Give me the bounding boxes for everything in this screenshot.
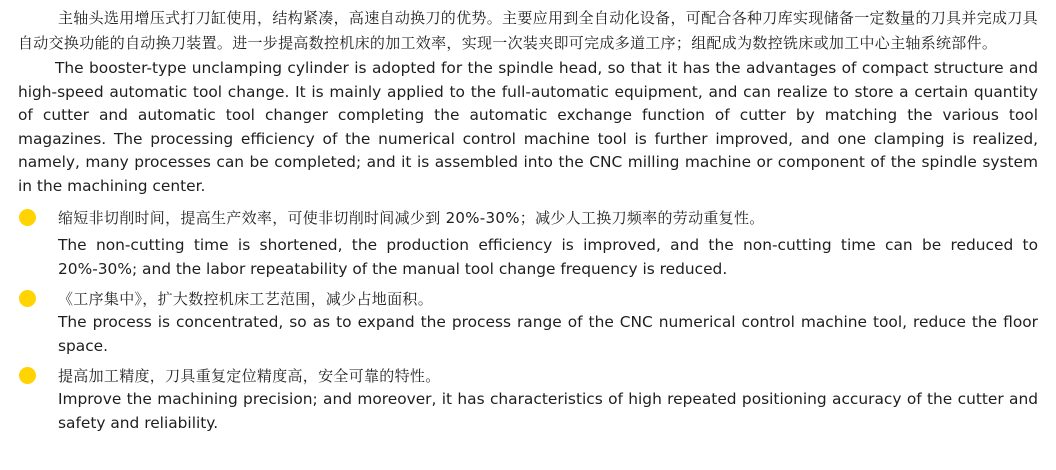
feature-english-text: The process is concentrated, so as to expand the process range of the CNC numerical control machine tool, reduce the floor space. [58, 313, 1038, 355]
yellow-bullet-icon [19, 367, 36, 384]
feature-item-precision [18, 364, 1038, 435]
intro-english-paragraph: The booster-type unclamping cylinder is adopted for the spindle head, so that it has the advantages of compact structure and high-speed automatic tool change. It is mainly applied to the full-automatic equipment, and can realize to store a certain quantity of cutter and automatic tool changer completing the automatic exchange function of cutter by matching the various tool magazines. The processing efficiency of the numerical control machine tool is further improved, and one clamping is realized, namely, many processes can be completed; and it is assembled into the CNC milling machine or component of the spindle system in the machining center. [18, 59, 1038, 195]
feature-list [18, 206, 1038, 435]
feature-chinese-text: 提高加工精度，刀具重复定位精度高，安全可靠的特性。 [58, 367, 441, 385]
feature-english-text: The non-cutting time is shortened, the production efficiency is improved, and the non-cutting time can be reduced to 20%-30%; and the labor repeatability of the manual tool change frequency is reduced. [58, 236, 1038, 278]
feature-item-non-cutting-time [18, 206, 1038, 281]
feature-item-process-concentration [18, 287, 1038, 358]
feature-english-text: Improve the machining precision; and moreover, it has characteristics of high repeated positioning accuracy of the cutter and safety and reliability. [58, 390, 1038, 432]
intro-chinese-paragraph: 主轴头选用增压式打刀缸使用，结构紧凑，高速自动换刀的优势。主要应用到全自动化设备，可配合各种刀库实现储备一定数量的刀具并完成刀具自动交换功能的自动换刀装置。进一步提高数控机床的加工效率，实现一次装夹即可完成多道工序；组配成为数控铣床或加工中心主轴系统部件。 [18, 9, 1038, 52]
yellow-bullet-icon [19, 290, 36, 307]
yellow-bullet-icon [19, 209, 36, 226]
feature-chinese-text: 《工序集中》，扩大数控机床工艺范围，减少占地面积。 [58, 290, 434, 308]
feature-chinese-text: 缩短非切削时间，提高生产效率，可使非切削时间减少到 20%-30%；减少人工换刀频率的劳动重复性。 [58, 209, 765, 227]
document-body [18, 6, 1038, 435]
